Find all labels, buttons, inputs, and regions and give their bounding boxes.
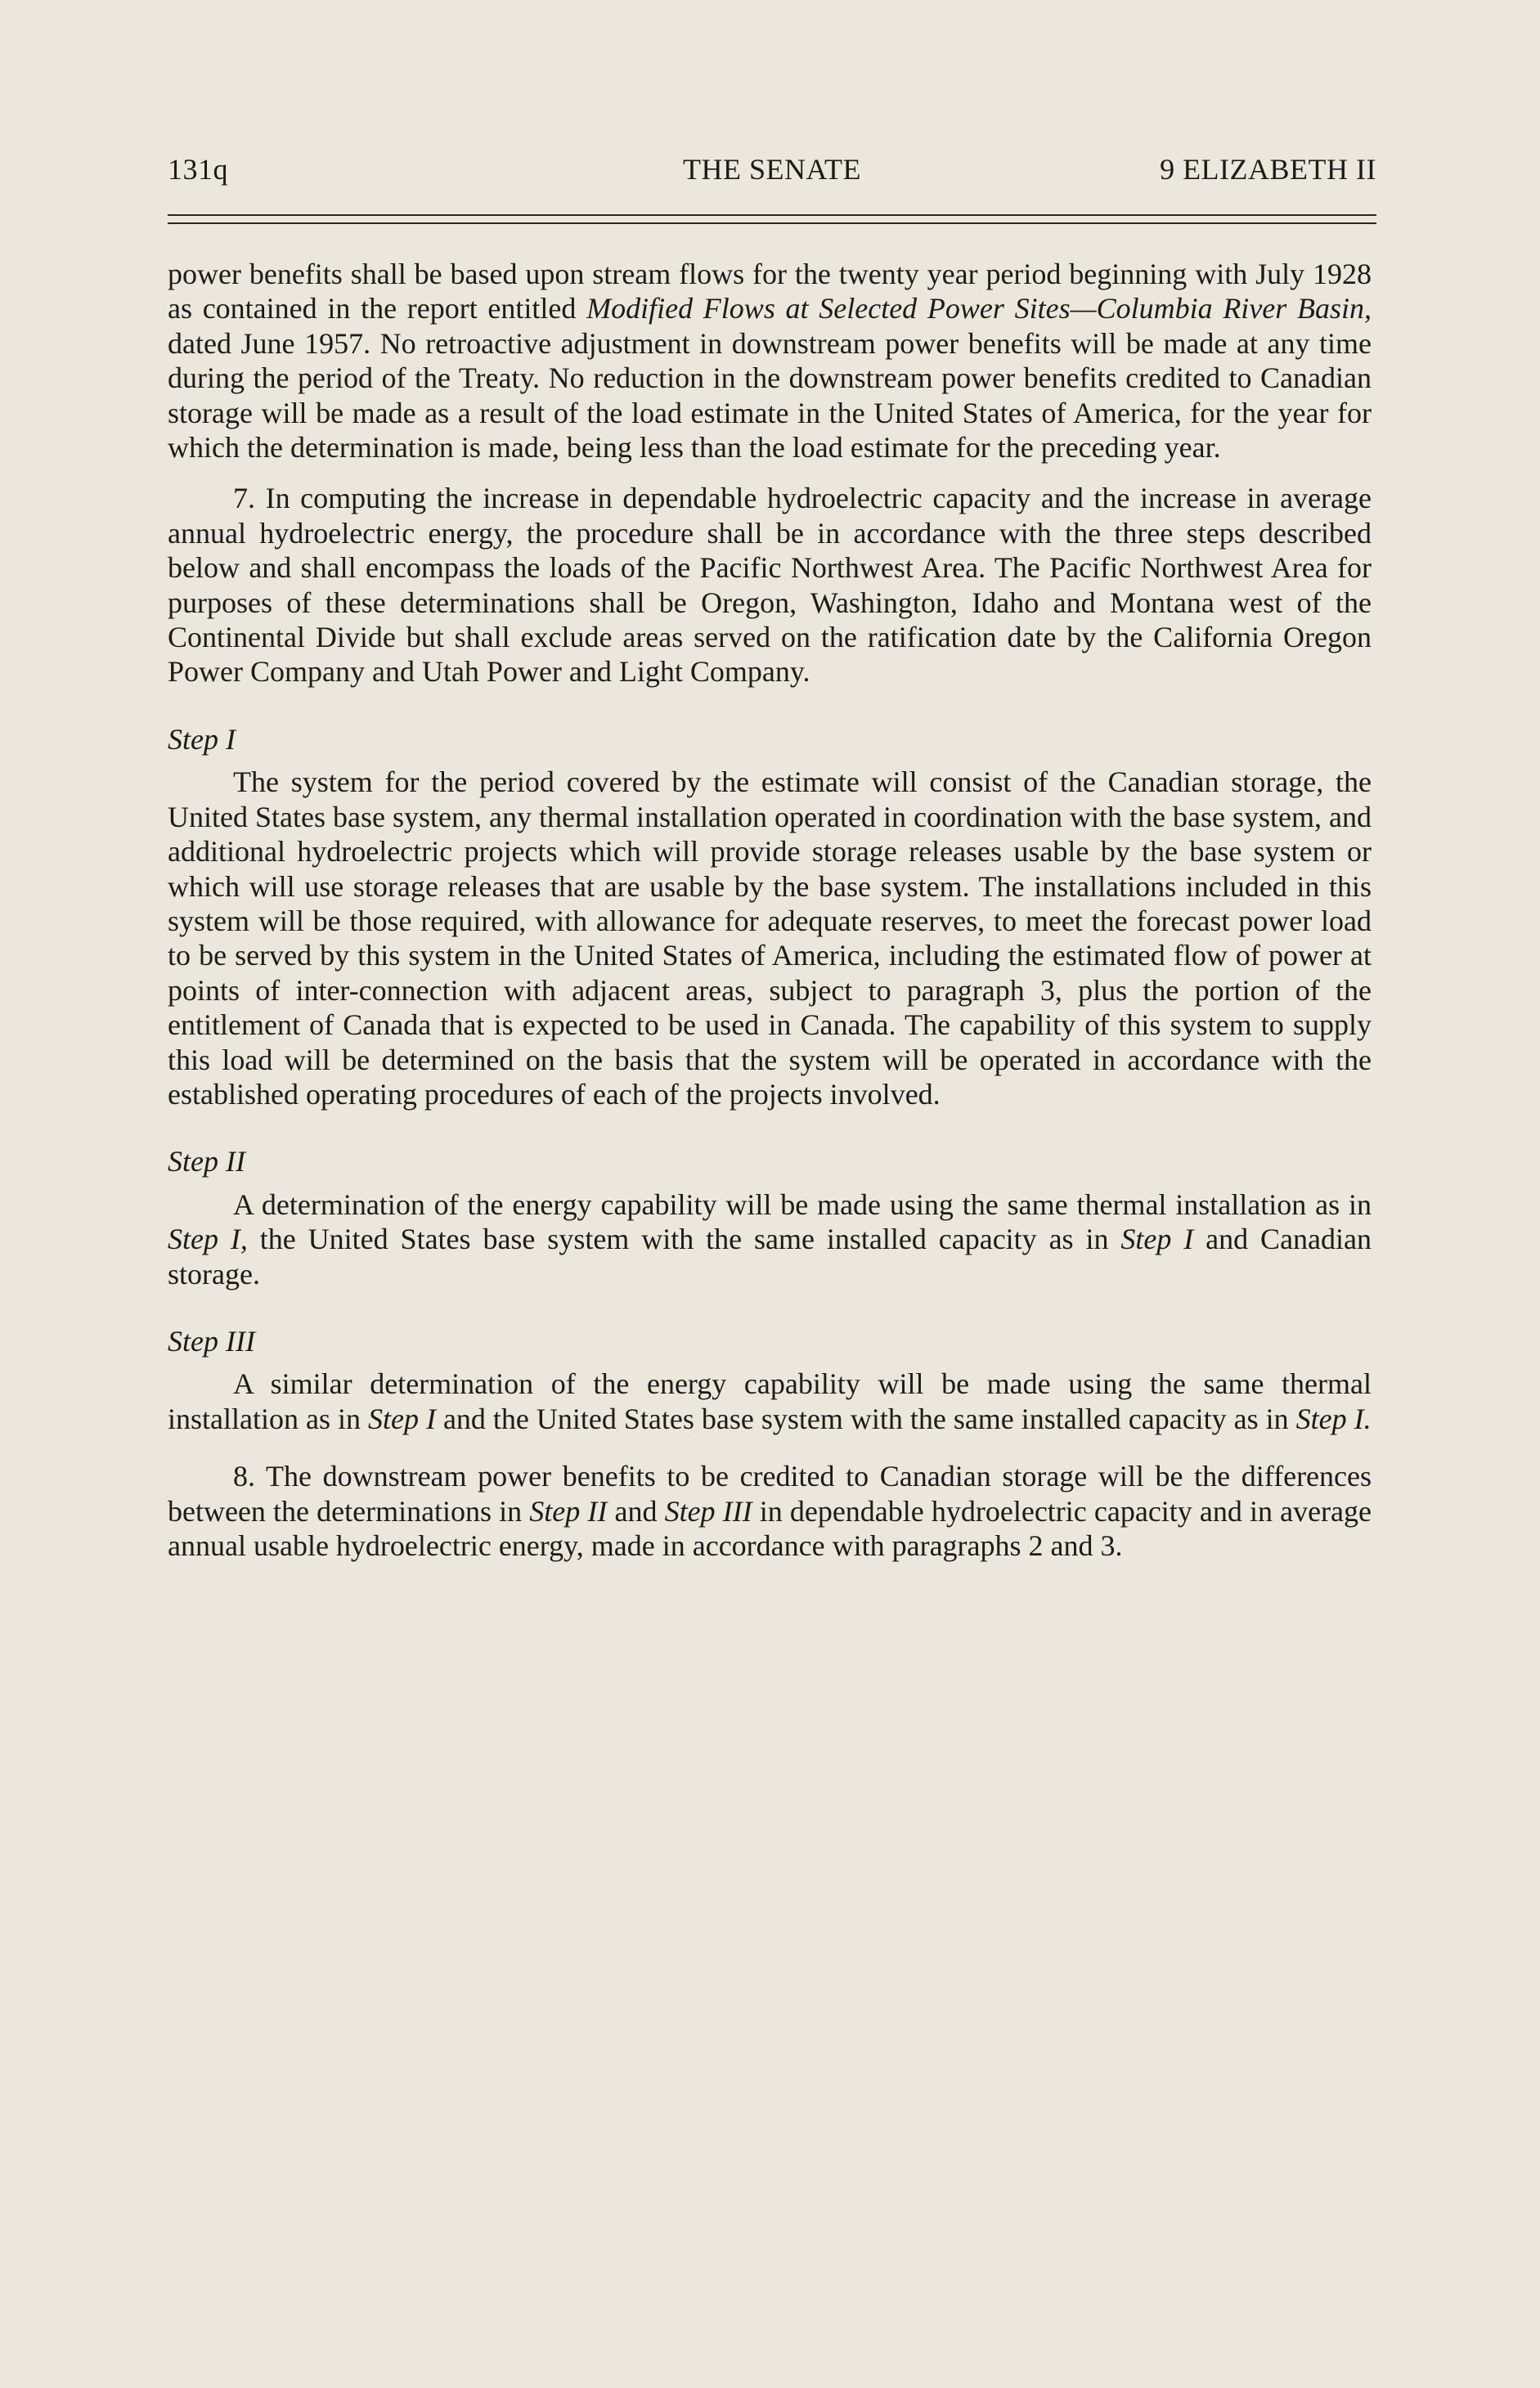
page-number: 131q	[168, 153, 228, 186]
step-reference: Step II	[529, 1494, 608, 1528]
step-3-text-part: A similar determination of the energy capability will be made using the same thermal installation as in	[168, 1367, 1372, 1435]
step-2-heading: Step II	[168, 1145, 245, 1178]
step-reference: Step I	[367, 1402, 436, 1435]
step-1-heading: Step I	[168, 722, 236, 756]
paragraph-8	[168, 1459, 1372, 1563]
page-header	[168, 152, 1376, 193]
header-rule-bottom	[168, 222, 1376, 224]
step-3-text	[168, 1367, 1372, 1436]
step-3-heading: Step III	[168, 1324, 255, 1358]
para-8-text-part: 8. The downstream power benefits to be credited to Canadian storage will be the differences between the determinations in	[168, 1460, 1372, 1528]
step-1-text: The system for the period covered by the estimate will consist of the Canadian storage, the United States base system, any thermal installation operated in coordination with the base system, and additional hydroelectric projects which will provide storage releases usable by the base system or which will use storage releases that are usable by the base system. The installations included in this system will be those required, with allowance for adequate reserves, to meet the forecast power load to be served by this system in the United States of America, including the estimated flow of power at points of inter-connection with adjacent areas, subject to paragraph 3, plus the portion of the entitlement of Canada that is expected to be used in Canada. The capability of this system to supply this load will be determined on the basis that the system will be operated in accordance with the established operating procedures of each of the projects involved.	[168, 765, 1372, 1111]
step-reference: Step I.	[1295, 1402, 1372, 1435]
intro-text-end: dated June 1957. No retroactive adjustment in downstream power benefits will be made at any time during the period of the Treaty. No reduction in the downstream power benefits credited to Canadian storage will be made as a result of the load estimate in the United States of America, for the year for which the determination is made, being less than the load estimate for the preceding year.	[168, 326, 1372, 465]
step-reference: Step I	[1120, 1223, 1194, 1256]
step-2-text-part: A determination of the energy capability will be made using the same thermal installation as in	[233, 1187, 1372, 1221]
header-rule-top	[168, 214, 1376, 216]
step-2-text-part: the United States base system with the same installed capacity as in	[247, 1223, 1121, 1256]
document-body	[168, 257, 1372, 1563]
step-3-text-part: and the United States base system with the same installed capacity as in	[435, 1402, 1296, 1435]
para-8-text-part: in dependable hydroelectric capacity and in average annual usable hydroelectric energy, made in accordance with paragraphs 2 and 3.	[168, 1494, 1372, 1562]
running-title: THE SENATE	[683, 153, 861, 186]
step-reference: Step III	[664, 1494, 752, 1528]
paragraph-7: 7. In computing the increase in dependable hydroelectric capacity and the increase in average annual hydroelectric energy, the procedure shall be in accordance with the three steps described below and shall encompass the loads of the Pacific Northwest Area. The Pacific Northwest Area for purposes of these determinations shall be Oregon, Washington, Idaho and Montana west of the Continental Divide but shall exclude areas served on the ratification date by the California Oregon Power Company and Utah Power and Light Company.	[168, 482, 1372, 689]
regnal-year: 9 ELIZABETH II	[1160, 153, 1376, 186]
step-2-text	[168, 1187, 1372, 1291]
intro-text-start: power benefits shall be based upon stream flows for the twenty year period beginning with July 1928 as contained in the report entitled	[168, 258, 1372, 325]
paragraph-intro	[168, 257, 1372, 465]
step-reference: Step I,	[168, 1223, 248, 1256]
report-title: Modified Flows at Selected Power Sites—Columbia River Basin,	[586, 292, 1372, 325]
para-8-text-part: and	[607, 1494, 665, 1528]
step-2-text-part: and Canadian storage.	[168, 1223, 1372, 1291]
